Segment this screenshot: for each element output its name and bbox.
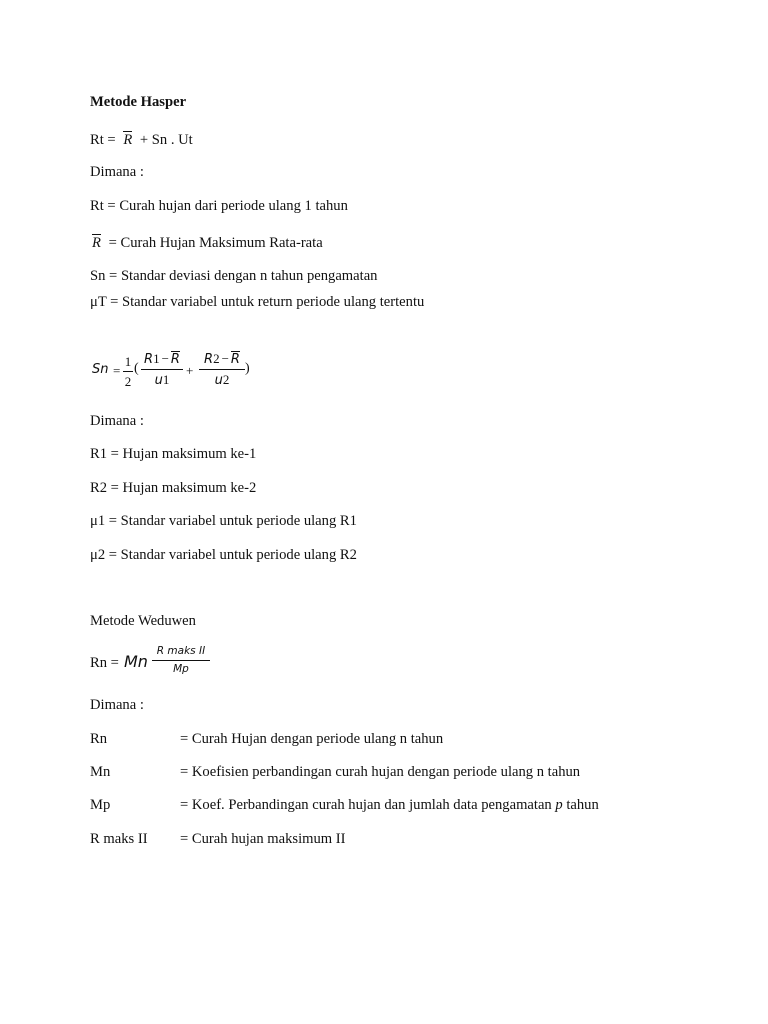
term2-numerator (204, 351, 240, 366)
definition-term: Mn (90, 764, 111, 780)
index: 1 (162, 372, 170, 387)
r-bar-symbol: R (170, 352, 180, 367)
definition-text: = Koefisien perbandingan curah hujan dengan periode ulang n tahun (180, 764, 581, 780)
formula-rhs: + Sn . Ut (139, 132, 193, 148)
minus-sign: − (161, 351, 169, 366)
term1-numerator (144, 351, 180, 366)
sn-equals: = (113, 363, 121, 378)
dimana-label: Dimana : (90, 413, 144, 429)
dimana-label: Dimana : (90, 164, 144, 180)
definition-term: Rn (90, 731, 108, 747)
term1-denominator (155, 373, 170, 387)
fraction-bar (141, 369, 183, 370)
term1-fraction (140, 351, 184, 387)
definition-text (180, 798, 599, 813)
index: 2 (222, 372, 230, 387)
fraction-denominator: Mp (173, 662, 189, 675)
r-symbol: R (204, 352, 214, 367)
dimana-label: Dimana : (90, 697, 144, 713)
fraction-bar (199, 369, 245, 370)
r-bar-symbol: R (92, 235, 101, 251)
definition-r2: R2 = Hujan maksimum ke-2 (90, 480, 257, 496)
definition-rt: Rt = Curah hujan dari periode ulang 1 tahun (90, 198, 348, 214)
half-numerator: 1 (124, 354, 132, 369)
definition-text: = Curah Hujan Maksimum Rata-rata (108, 235, 323, 251)
definition-r1: R1 = Hujan maksimum ke-1 (90, 446, 257, 462)
minus-sign: − (221, 351, 229, 366)
formula-lhs: Rn = (90, 655, 119, 671)
text-part: = Koef. Perbandingan curah hujan dan jumlah data pengamatan (180, 797, 556, 813)
definition-mu2: μ2 = Standar variabel untuk periode ulang R2 (90, 547, 357, 563)
hasper-formula (90, 131, 193, 148)
formula-lhs: Rt = (90, 132, 116, 148)
definition-sn: Sn = Standar deviasi dengan n tahun pengamatan (90, 268, 378, 284)
r-symbol: R (144, 352, 154, 367)
term2-denominator (215, 373, 230, 387)
definition-text: = Curah hujan maksimum II (180, 831, 346, 847)
definition-term: R maks II (90, 831, 148, 847)
fraction-bar (123, 371, 133, 372)
plus-sign: + (186, 363, 194, 378)
definition-text: = Curah Hujan dengan periode ulang n tahun (180, 731, 444, 747)
mn-symbol: Mn (124, 652, 148, 671)
hasper-title: Metode Hasper (90, 94, 187, 110)
half-fraction (122, 355, 134, 388)
definition-r-bar (92, 234, 323, 251)
definition-mu1: μ1 = Standar variabel untuk periode ulang R1 (90, 513, 357, 529)
u-symbol: u (154, 373, 163, 388)
index: 2 (213, 351, 220, 366)
p-variable: p (555, 797, 563, 813)
definition-mu-t: μT = Standar variabel untuk return periode ulang tertentu (90, 294, 425, 310)
definition-term: Mp (90, 797, 111, 813)
weduwen-title: Metode Weduwen (90, 613, 196, 629)
sn-lhs: Sn (92, 362, 109, 377)
fraction-numerator: R maks II (156, 645, 206, 657)
term2-fraction (198, 351, 246, 387)
open-paren: ( (134, 361, 139, 376)
half-denominator: 2 (124, 374, 132, 389)
index: 1 (153, 351, 160, 366)
r-bar-symbol: R (123, 132, 133, 148)
u-symbol: u (214, 373, 223, 388)
text-part: tahun (562, 797, 599, 813)
close-paren: ) (245, 361, 250, 376)
weduwen-fraction (151, 646, 211, 674)
r-bar-symbol: R (230, 352, 240, 367)
fraction-bar (152, 660, 210, 661)
